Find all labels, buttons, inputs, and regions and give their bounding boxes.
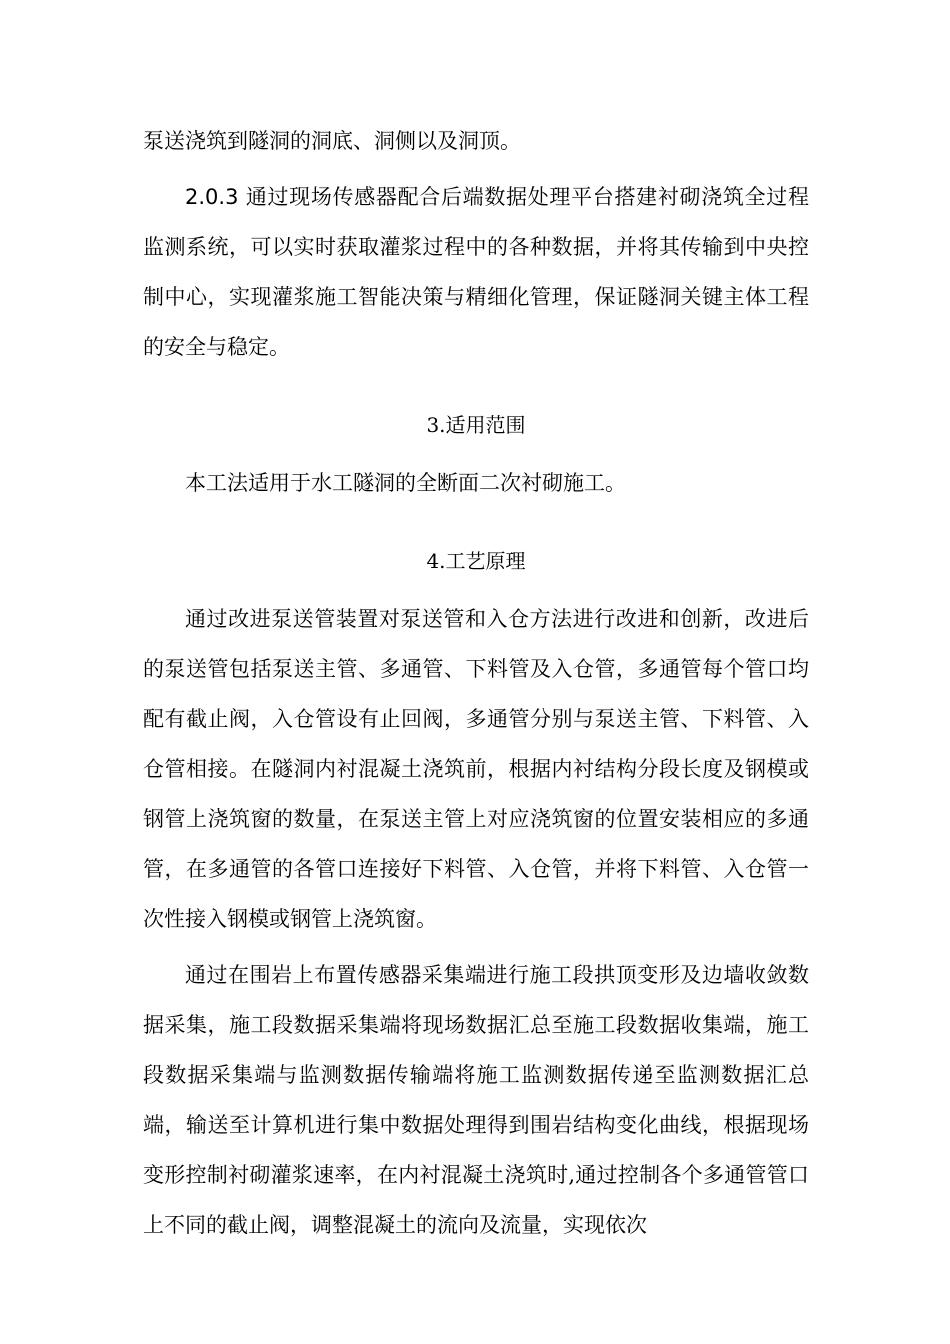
- paragraph-scope: 本工法适用于水工隧洞的全断面二次衬砌施工。: [185, 471, 626, 495]
- paragraph-principle-2: 通过在围岩上布置传感器采集端进行施工段拱顶变形及边墙收敛数据采集，施工段数据采集端将现场数据汇总至施工段数据收集端，施工段数据采集端与监测数据传输端将施工监测数据传递至监测数据汇总端，输送至计算机进行集中数据处理得到围岩结构变化曲线，根据现场变形控制衬砌灌浆速率，在内衬混凝土浇筑时,通过控制各个多通管管口上不同的截止阀，调整混凝土的流向及流量，实现依次: [143, 963, 809, 1237]
- document-body: [143, 116, 809, 1250]
- paragraph-2-0-3: [143, 172, 809, 372]
- paragraph-text: 通过现场传感器配合后端数据处理平台搭建衬砌浇筑全过程监测系统，可以实时获取灌浆过程中的各种数据，并将其传输到中央控制中心，实现灌浆施工智能决策与精细化管理，保证隧洞关键主体工程的安全与稳定。: [143, 185, 809, 359]
- paragraph-continuation: 泵送浇筑到隧洞的洞底、洞侧以及洞顶。: [143, 129, 521, 153]
- section-number: 2.0.3: [185, 185, 239, 209]
- section-heading-scope: 3.适用范围: [426, 413, 526, 437]
- paragraph-principle-1: 通过改进泵送管装置对泵送管和入仓方法进行改进和创新，改进后的泵送管包括泵送主管、多通管、下料管及入仓管，多通管每个管口均配有截止阀，入仓管设有止回阀，多通管分别与泵送主管、下料管、入仓管相接。在隧洞内衬混凝土浇筑前，根据内衬结构分段长度及钢模或钢管上浇筑窗的数量，在泵送主管上对应浇筑窗的位置安装相应的多通管，在多通管的各管口连接好下料管、入仓管，并将下料管、入仓管一次性接入钢模或钢管上浇筑窗。: [143, 607, 809, 931]
- section-heading-principle: 4.工艺原理: [426, 549, 526, 573]
